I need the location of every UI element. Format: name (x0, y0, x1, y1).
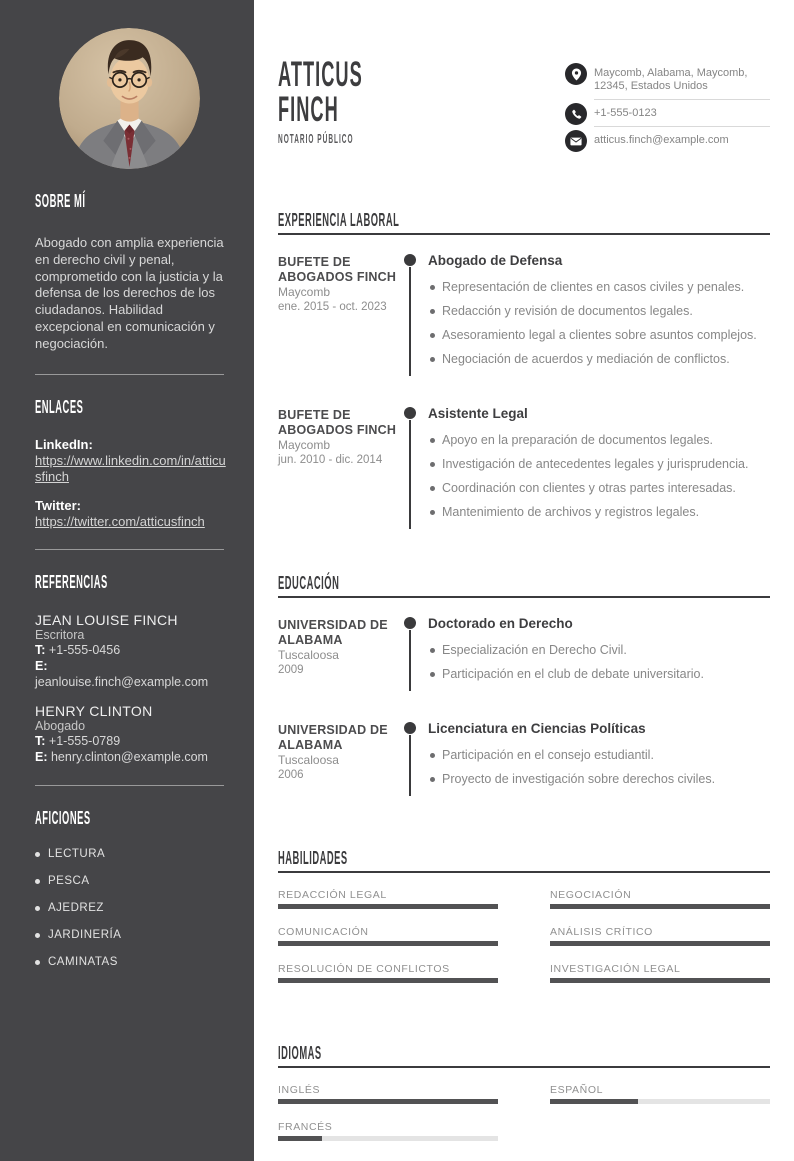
company-location: Maycomb (278, 285, 331, 299)
link-item-twitter (35, 498, 224, 531)
reference-name: HENRY CLINTON (35, 703, 153, 720)
language-bar (550, 1099, 770, 1104)
contact-phone-row (565, 103, 770, 127)
skill-bar-fill (278, 904, 498, 909)
skill-label: INVESTIGACIÓN LEGAL (550, 963, 681, 975)
job-bullet: Negociación de acuerdos y mediación de conflictos. (428, 352, 770, 367)
profile-photo-illustration (59, 28, 200, 169)
education-entry (278, 721, 770, 796)
reference-phone: T: +1-555-0456 (35, 643, 121, 658)
skill-item (550, 926, 770, 946)
experience-entry-meta (278, 406, 398, 529)
education-entry-meta (278, 721, 398, 796)
sidebar-divider (35, 785, 224, 786)
skill-bar-fill (550, 978, 770, 983)
job-bullet: Redacción y revisión de documentos legales. (428, 304, 770, 319)
degree-bullets (428, 748, 770, 787)
skill-item (278, 926, 498, 946)
reference-name: JEAN LOUISE FINCH (35, 612, 178, 629)
profile-photo (59, 28, 200, 169)
hobby-item: LECTURA (35, 848, 224, 861)
skill-bar (278, 904, 498, 909)
job-title: Abogado de Defensa (428, 253, 563, 268)
school-location: Tuscaloosa (278, 648, 339, 662)
reference-item (35, 612, 224, 690)
section-languages (278, 1045, 770, 1141)
job-bullet: Apoyo en la preparación de documentos legales. (428, 433, 770, 448)
contact-phone: +1-555-0123 (594, 103, 770, 127)
language-label: INGLÉS (278, 1084, 321, 1096)
employment-dates: jun. 2010 - dic. 2014 (278, 454, 383, 466)
linkedin-url[interactable]: https://www.linkedin.com/in/atticusfinch (35, 452, 226, 485)
timeline-dot (404, 617, 416, 629)
language-item (278, 1084, 498, 1104)
timeline-dot (404, 722, 416, 734)
hobbies-list (35, 848, 224, 969)
skill-label: REDACCIÓN LEGAL (278, 889, 387, 901)
email-icon (565, 130, 587, 152)
language-bar-fill (550, 1099, 638, 1104)
experience-heading: EXPERIENCIA LABORAL (278, 212, 770, 235)
timeline-dot (404, 254, 416, 266)
skills-grid (278, 889, 770, 983)
language-item (278, 1121, 498, 1141)
school-location: Tuscaloosa (278, 753, 339, 767)
skill-label: ANÁLISIS CRÍTICO (550, 926, 653, 938)
experience-entry-detail (422, 406, 770, 529)
skill-item (550, 889, 770, 909)
language-bar (278, 1099, 498, 1104)
timeline (398, 616, 422, 691)
skill-bar-fill (550, 941, 770, 946)
experience-entry (278, 406, 770, 529)
link-item-linkedin (35, 437, 224, 486)
skill-item (550, 963, 770, 983)
skill-label: NEGOCIACIÓN (550, 889, 632, 901)
sidebar-divider (35, 549, 224, 550)
degree-bullets (428, 643, 770, 682)
degree-bullet: Participación en el consejo estudiantil. (428, 748, 770, 763)
language-item (550, 1084, 770, 1104)
skill-bar-fill (278, 978, 498, 983)
links-heading: ENLACES (35, 396, 84, 417)
employment-dates: ene. 2015 - oct. 2023 (278, 301, 387, 313)
linkedin-label: LinkedIn: (35, 436, 93, 452)
contact-email: atticus.finch@example.com (594, 134, 729, 146)
job-bullet: Asesoramiento legal a clientes sobre asuntos complejos. (428, 328, 770, 343)
section-skills (278, 850, 770, 983)
reference-role: Escritora (35, 628, 85, 643)
skill-bar (278, 978, 498, 983)
hobby-item: CAMINATAS (35, 956, 224, 969)
twitter-url[interactable]: https://twitter.com/atticusfinch (35, 513, 205, 529)
reference-item (35, 703, 224, 765)
language-label: ESPAÑOL (550, 1084, 604, 1096)
name-block (278, 57, 441, 153)
person-title: NOTARIO PÚBLICO (278, 131, 354, 146)
hobby-item: AJEDREZ (35, 902, 224, 915)
degree-bullet: Proyecto de investigación sobre derechos civiles. (428, 772, 770, 787)
skill-bar-fill (550, 904, 770, 909)
skill-label: RESOLUCIÓN DE CONFLICTOS (278, 963, 450, 975)
job-bullet: Representación de clientes en casos civiles y penales. (428, 280, 770, 295)
phone-icon (565, 103, 587, 125)
timeline (398, 253, 422, 376)
education-entry (278, 616, 770, 708)
education-heading: EDUCACIÓN (278, 575, 770, 598)
job-bullet: Coordinación con clientes y otras partes interesadas. (428, 481, 770, 496)
languages-grid (278, 1084, 770, 1141)
degree-title: Licenciatura en Ciencias Políticas (428, 721, 646, 736)
degree-bullet: Participación en el club de debate universitario. (428, 667, 770, 682)
language-bar-fill (278, 1136, 322, 1141)
language-bar-fill (278, 1099, 498, 1104)
timeline-dot (404, 407, 416, 419)
education-entry-detail (422, 721, 770, 796)
graduation-year: 2006 (278, 769, 304, 781)
company-name: BUFETE DE ABOGADOS FINCH (278, 255, 397, 284)
reference-phone: T: +1-555-0789 (35, 734, 121, 749)
languages-heading: IDIOMAS (278, 1045, 770, 1068)
skill-label: COMUNICACIÓN (278, 926, 369, 938)
experience-entry-meta (278, 253, 398, 376)
contact-email-row (565, 130, 770, 153)
reference-email: E: jeanlouise.finch@example.com (35, 659, 209, 690)
job-bullet: Mantenimiento de archivos y registros legales. (428, 505, 770, 520)
main-content (254, 0, 794, 1161)
contact-block (565, 63, 770, 153)
education-entry-meta (278, 616, 398, 691)
twitter-label: Twitter: (35, 497, 81, 513)
education-entry-detail (422, 616, 770, 691)
sidebar (0, 0, 254, 1161)
skill-item (278, 963, 498, 983)
hobby-item: JARDINERÍA (35, 929, 224, 942)
section-experience (278, 212, 770, 529)
skill-bar (278, 941, 498, 946)
reference-role: Abogado (35, 719, 86, 734)
section-education (278, 575, 770, 796)
experience-entry-detail (422, 253, 770, 376)
company-name: BUFETE DE ABOGADOS FINCH (278, 408, 397, 437)
graduation-year: 2009 (278, 664, 304, 676)
degree-title: Doctorado en Derecho (428, 616, 573, 631)
timeline (398, 721, 422, 796)
about-heading: SOBRE MÍ (35, 191, 86, 211)
skill-bar (550, 978, 770, 983)
language-bar (278, 1136, 498, 1141)
skill-bar (550, 904, 770, 909)
contact-location-row (565, 63, 770, 100)
location-pin-icon (565, 63, 587, 85)
job-title: Asistente Legal (428, 406, 528, 421)
degree-bullet: Especialización en Derecho Civil. (428, 643, 770, 658)
language-label: FRANCÉS (278, 1121, 333, 1133)
reference-email: E: henry.clinton@example.com (35, 750, 208, 765)
references-heading: REFERENCIAS (35, 572, 108, 593)
company-location: Maycomb (278, 438, 331, 452)
job-bullets (428, 280, 770, 367)
skill-item (278, 889, 498, 909)
contact-location: Maycomb, Alabama, Maycomb, 12345, Estados Unidos (594, 63, 770, 100)
hobby-item: PESCA (35, 875, 224, 888)
skill-bar (550, 941, 770, 946)
job-bullet: Investigación de antecedentes legales y jurisprudencia. (428, 457, 770, 472)
timeline (398, 406, 422, 529)
skills-heading: HABILIDADES (278, 850, 770, 873)
person-name: ATTICUS FINCH (278, 55, 363, 129)
about-text: Abogado con amplia experiencia en derecho civil y penal, comprometido con la justicia y la defensa de los derechos de los ciudadanos. Habilidad excepcional en comunicación y negociación. (35, 235, 224, 351)
experience-entry (278, 253, 770, 393)
hobbies-heading: AFICIONES (35, 808, 91, 829)
job-bullets (428, 433, 770, 520)
header (278, 0, 770, 153)
skill-bar-fill (278, 941, 498, 946)
sidebar-divider (35, 374, 224, 375)
school-name: UNIVERSIDAD DE ALABAMA (278, 618, 388, 647)
school-name: UNIVERSIDAD DE ALABAMA (278, 723, 388, 752)
